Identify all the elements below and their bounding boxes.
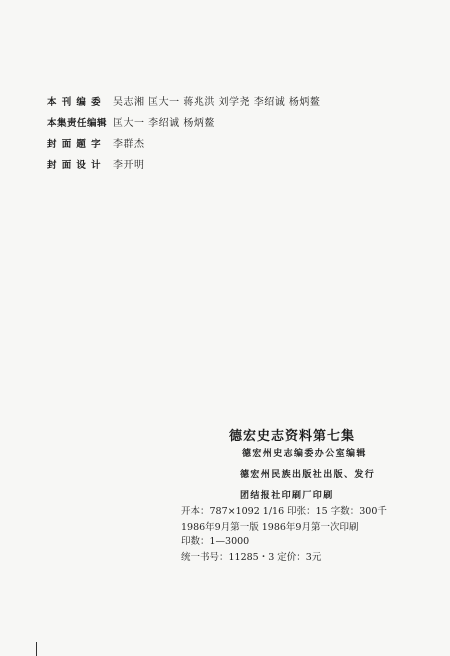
credit-row-cover-calligraphy bbox=[47, 138, 320, 159]
isbn-price-line: 统一书号：11285・3 定价：3元 bbox=[181, 552, 322, 563]
editor-line: 德宏州史志编委办公室编辑 bbox=[242, 449, 367, 459]
credit-label: 封面设计 bbox=[47, 160, 106, 171]
book-title: 德宏史志资料第七集 bbox=[229, 429, 356, 444]
credit-names: 匡大一 李绍诚 杨炳鳌 bbox=[113, 118, 215, 129]
credit-row-responsible-editor bbox=[47, 117, 320, 138]
format-spec-line: 开本：787×1092 1/16 印张：15 字数：300千 bbox=[181, 506, 387, 517]
print-run-line: 印数：1—3000 bbox=[181, 536, 250, 547]
credit-names: 吴志湘 匡大一 蒋兆洪 刘学尧 李绍诚 杨炳鳌 bbox=[113, 97, 321, 108]
credit-names: 李群杰 bbox=[113, 139, 145, 150]
credit-names: 李开明 bbox=[113, 160, 145, 171]
printer-line: 团结报社印刷厂印刷 bbox=[240, 491, 334, 501]
credit-row-cover-design bbox=[47, 159, 320, 180]
staff-credits bbox=[47, 96, 320, 180]
credit-label: 封面题字 bbox=[47, 139, 106, 150]
scan-edge-mark bbox=[36, 642, 37, 656]
edition-line: 1986年9月第一版 1986年9月第一次印刷 bbox=[181, 522, 359, 533]
credit-label: 本刊编委 bbox=[47, 97, 106, 108]
credit-label: 本集责任编辑 bbox=[47, 118, 108, 129]
publisher-line: 德宏州民族出版社出版、发行 bbox=[240, 470, 376, 480]
credit-row-editorial-board bbox=[47, 96, 320, 117]
